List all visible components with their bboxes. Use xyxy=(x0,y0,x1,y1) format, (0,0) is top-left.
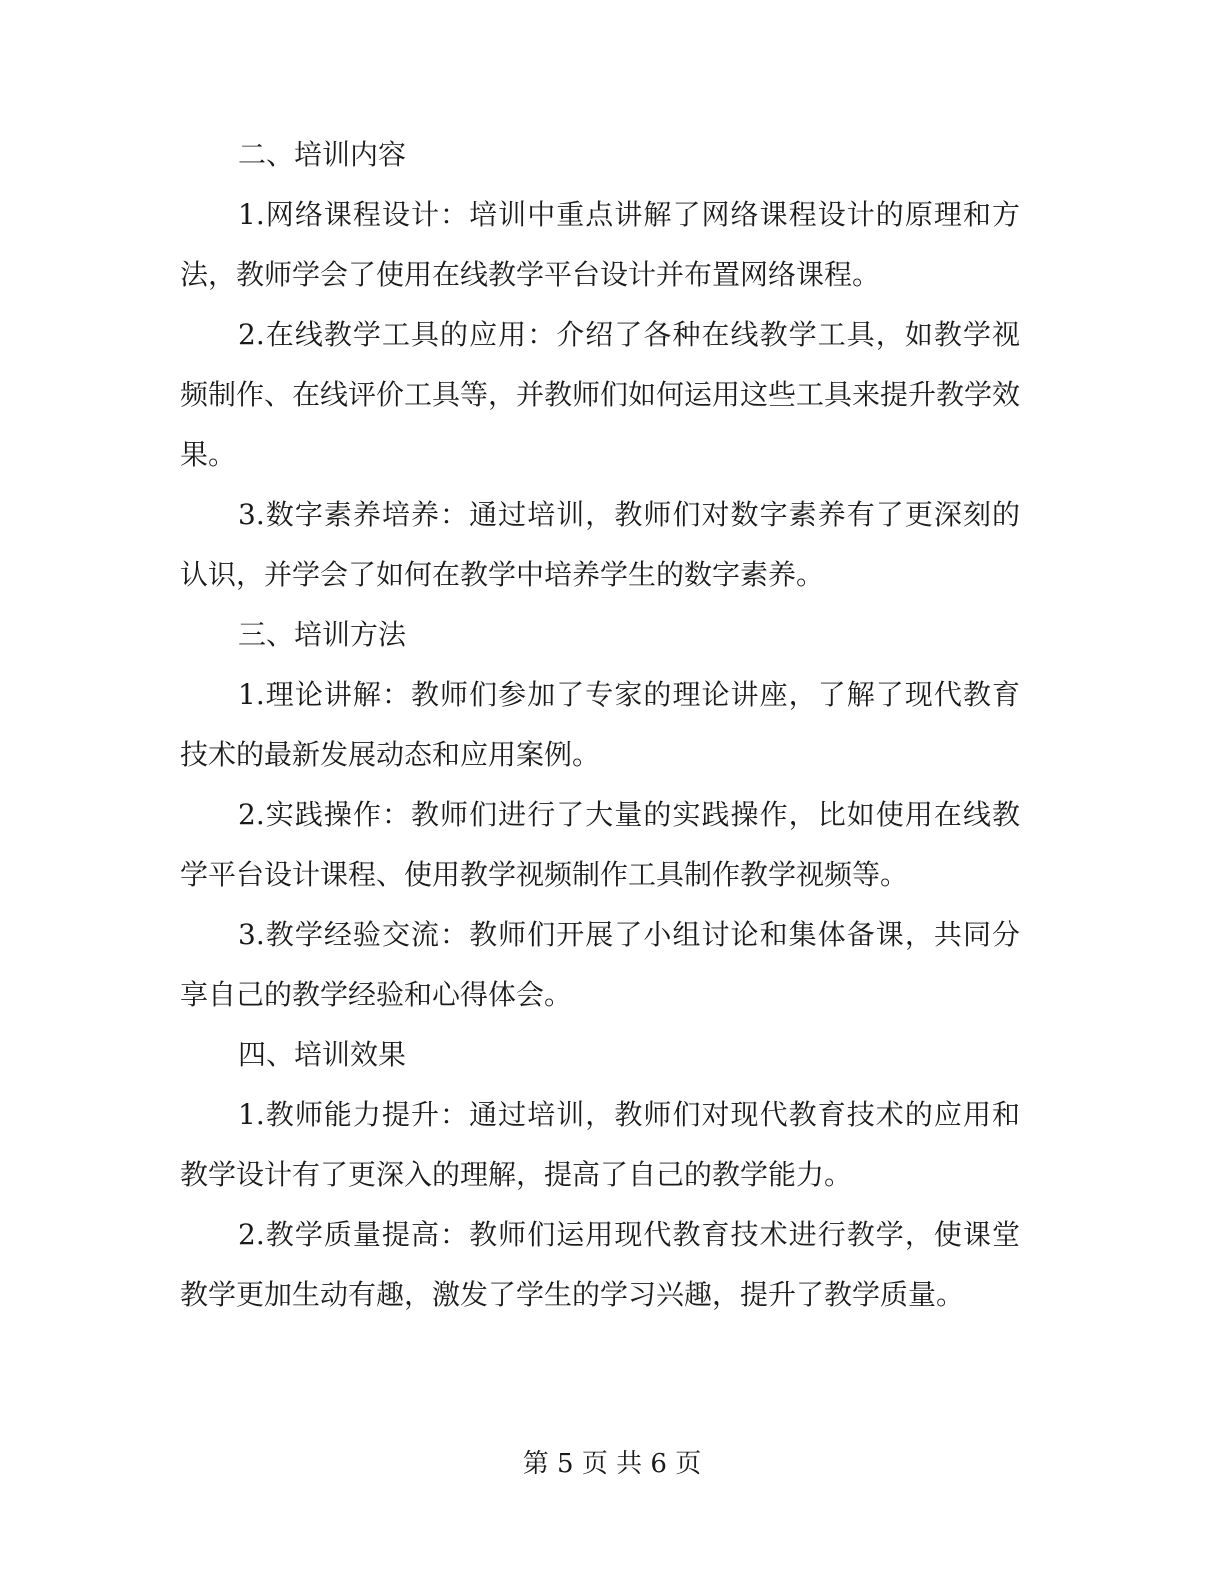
section-heading-methods: 三、培训方法 xyxy=(238,618,407,651)
section-heading-effects: 四、培训效果 xyxy=(238,1038,407,1071)
paragraph-teaching-quality: 2.教学质量提高：教师们运用现代教育技术进行教学，使课堂教学更加生动有趣，激发了学生的学习兴趣，提升了教学质量。 xyxy=(180,1218,1020,1311)
paragraph-experience-exchange: 3.教学经验交流：教师们开展了小组讨论和集体备课，共同分享自己的教学经验和心得体会。 xyxy=(180,918,1020,1011)
section-heading-content: 二、培训内容 xyxy=(238,138,407,171)
paragraph-practice: 2.实践操作：教师们进行了大量的实践操作，比如使用在线教学平台设计课程、使用教学视频制作工具制作教学视频等。 xyxy=(180,798,1020,891)
paragraph-digital-literacy: 3.数字素养培养：通过培训，教师们对数字素养有了更深刻的认识，并学会了如何在教学中培养学生的数字素养。 xyxy=(180,498,1020,591)
paragraph-course-design: 1.网络课程设计：培训中重点讲解了网络课程设计的原理和方法，教师学会了使用在线教学平台设计并布置网络课程。 xyxy=(180,198,1020,291)
page-number-footer: 第 5 页 共 6 页 xyxy=(522,1449,702,1479)
paragraph-theory-lecture: 1.理论讲解：教师们参加了专家的理论讲座，了解了现代教育技术的最新发展动态和应用案例。 xyxy=(180,678,1020,771)
paragraph-online-tools: 2.在线教学工具的应用：介绍了各种在线教学工具，如教学视频制作、在线评价工具等，并教师们如何运用这些工具来提升教学效果。 xyxy=(180,318,1021,471)
paragraph-teacher-ability: 1.教师能力提升：通过培训，教师们对现代教育技术的应用和教学设计有了更深入的理解，提高了自己的教学能力。 xyxy=(180,1098,1020,1191)
document-body xyxy=(180,125,1020,1325)
